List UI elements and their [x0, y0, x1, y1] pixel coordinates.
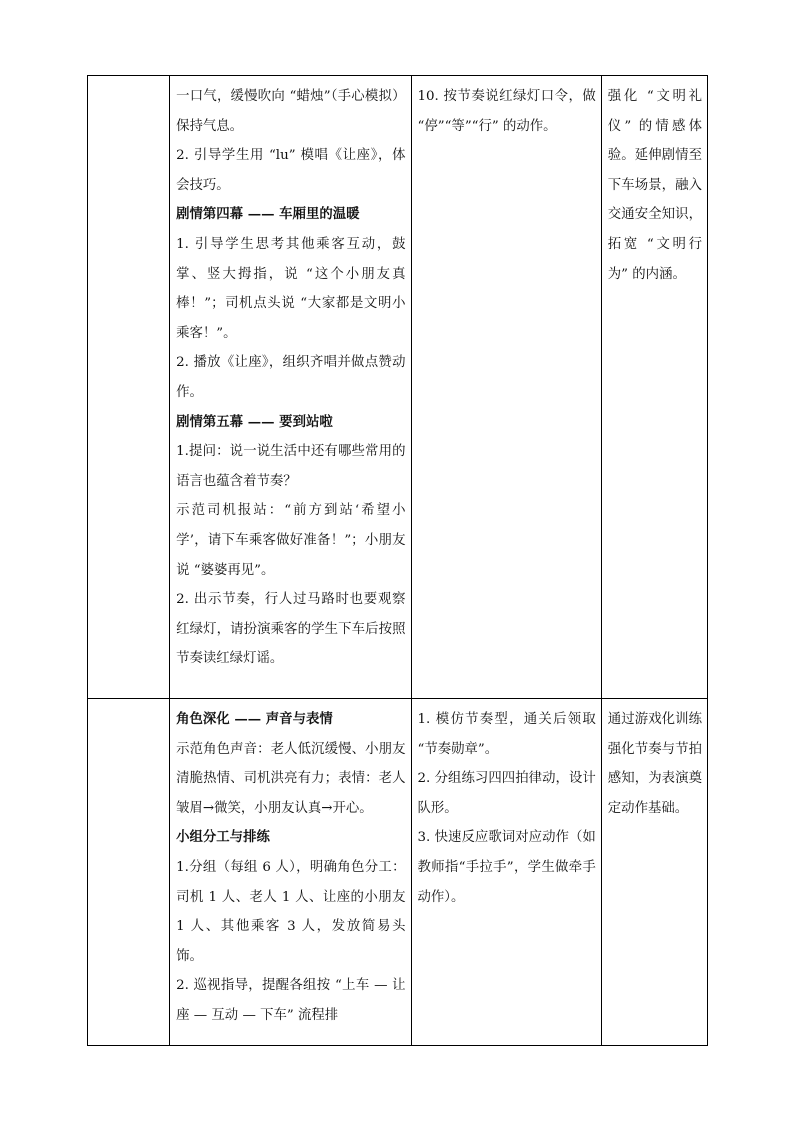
intent-text: 通过游戏化训练强化节奏与节拍感知，为表演奠定动作基础。 — [607, 712, 702, 816]
label-cell — [88, 76, 170, 699]
student-activity-cell — [411, 699, 601, 1046]
label-cell — [88, 699, 170, 1046]
design-intent-cell — [601, 76, 707, 699]
process-text: 一口气，缓慢吹向 “蜡烛”（手心模拟）保持气息。 — [176, 89, 406, 134]
process-text: 示范角色声音：老人低沉缓慢、小朋友清脆热情、司机洪亮有力；表情：老人皱眉→微笑，小朋友认真→开心。 — [176, 741, 406, 816]
design-intent-cell — [601, 699, 707, 1046]
lesson-plan-table — [87, 75, 708, 1046]
process-text: 示范司机报站：“前方到站‘希望小学’，请下车乘客做好准备！”；小朋友说 “婆婆再见”。 — [176, 503, 406, 578]
process-text: 2. 引导学生用 “lu” 模唱《让座》，体会技巧。 — [176, 148, 406, 193]
process-text: 2. 播放《让座》，组织齐唱并做点赞动作。 — [176, 355, 406, 400]
intent-text: 强化 “文明礼仪” 的情感体验。延伸剧情至下车场景，融入交通安全知识，拓宽 “文明行为” 的内涵。 — [607, 89, 702, 282]
scene-heading: 剧情第五幕 —— 要到站啦 — [176, 413, 333, 430]
process-text: 2. 巡视指导，提醒各组按 “上车 — 让座 — 互动 — 下车” 流程排 — [176, 978, 406, 1023]
table-row — [88, 76, 708, 699]
activity-text: 1. 模仿节奏型，通关后领取 “节奏勋章”。 — [417, 712, 596, 757]
student-activity-cell — [411, 76, 601, 699]
activity-text: 2. 分组练习四四拍律动，设计队形。 — [417, 771, 596, 816]
section-heading: 小组分工与排练 — [176, 829, 270, 846]
scene-heading: 剧情第四幕 —— 车厢里的温暖 — [176, 206, 360, 223]
process-text: 2. 出示节奏，行人过马路时也要观察红绿灯，请扮演乘客的学生下车后按照节奏读红绿灯谣。 — [176, 592, 406, 667]
teaching-process-cell — [170, 76, 411, 699]
table-row — [88, 699, 708, 1046]
section-heading: 角色深化 —— 声音与表情 — [176, 711, 333, 727]
process-text: 1. 引导学生思考其他乘客互动，鼓掌、竖大拇指，说 “这个小朋友真棒！”；司机点头说 “大家都是文明小乘客！”。 — [176, 236, 406, 341]
process-text: 1.分组（每组 6 人），明确角色分工：司机 1 人、老人 1 人、让座的小朋友 1 人、其他乘客 3 人，发放简易头饰。 — [176, 859, 406, 964]
process-text: 1.提问：说一说生活中还有哪些常用的语言也蕴含着节奏？ — [176, 444, 406, 489]
activity-text: 10. 按节奏说红绿灯口令，做 “停”“等”“行” 的动作。 — [417, 89, 596, 134]
activity-text: 3. 快速反应歌词对应动作（如教师指“手拉手”，学生做牵手动作）。 — [417, 830, 596, 905]
teaching-process-cell — [170, 699, 411, 1046]
